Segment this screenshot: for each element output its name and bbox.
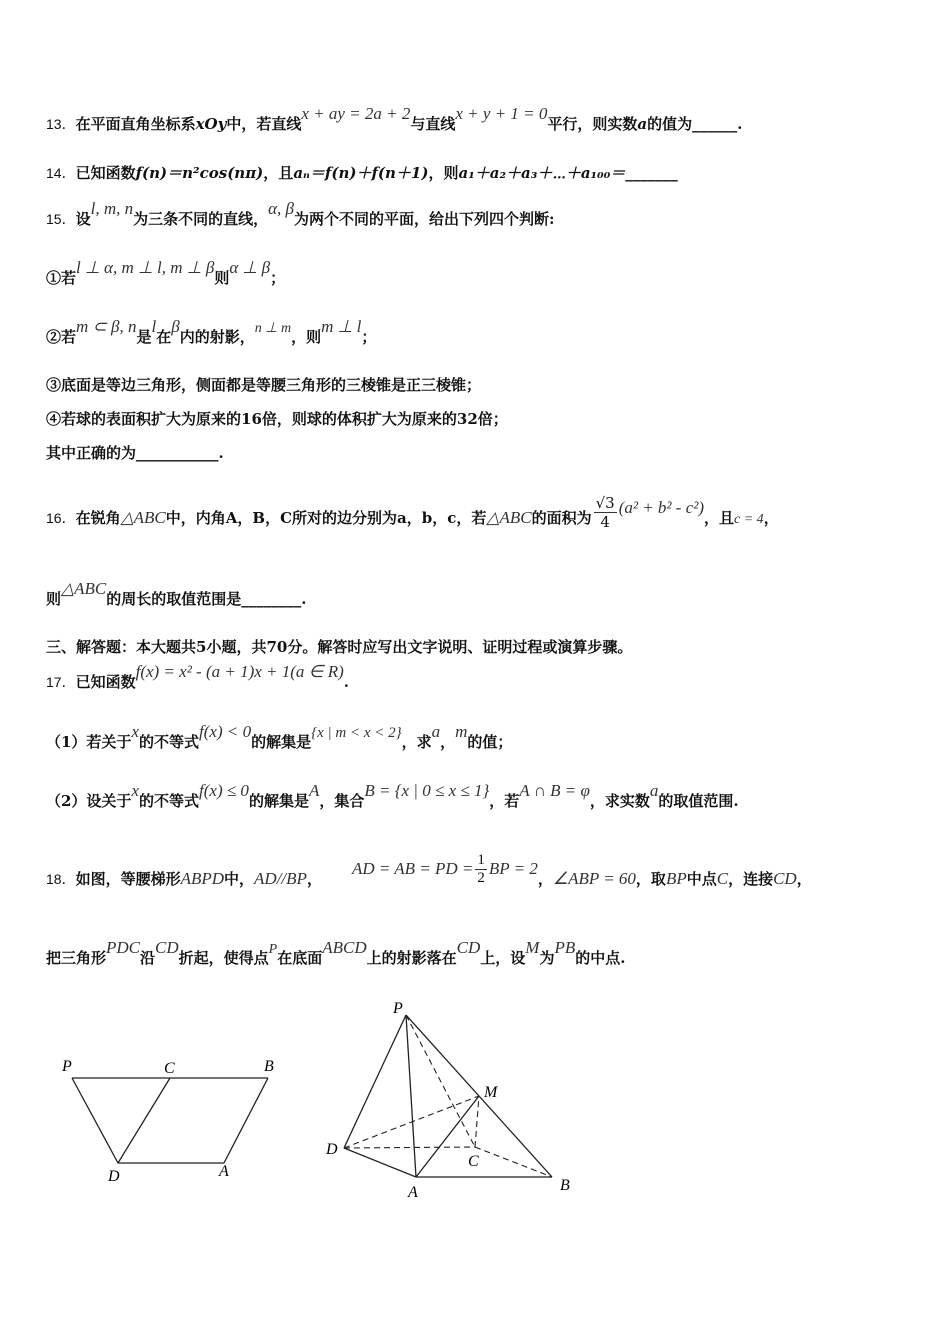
segment-CD	[118, 1078, 170, 1163]
edge-PD	[344, 1015, 406, 1148]
label-A: A	[408, 1184, 418, 1201]
label-A: A	[219, 1163, 229, 1180]
segment-CM	[475, 1096, 479, 1147]
question-18-line2: 把三角形PDC沿CD折起，使得点P在底面ABCD上的射影落在CD上，设M为PB的中点.	[46, 938, 626, 967]
figure-pyramid	[320, 990, 590, 1210]
label-B: B	[560, 1177, 570, 1194]
label-P: P	[393, 1000, 403, 1017]
judgement-2: ②若m ⊂ β, n是l在β内的射影，n ⊥ m，则m ⊥ l；	[46, 317, 377, 346]
section-3-heading: 三、解答题：本大题共5小题，共70分。解答时应写出文字说明、证明过程或演算步骤。	[46, 638, 633, 656]
edge-DA	[344, 1148, 416, 1177]
label-P: P	[62, 1058, 72, 1075]
judgement-3: ③底面是等边三角形，侧面都是等腰三角形的三棱锥是正三棱锥；	[46, 376, 482, 394]
label-M: M	[484, 1084, 498, 1101]
question-17-part2: （2）设关于x的不等式f(x) ≤ 0的解集是A，集合B = {x | 0 ≤ x ≤ 1}，若A ∩ B = φ，求实数a的取值范围.	[46, 781, 739, 810]
label-D: D	[326, 1141, 338, 1158]
label-C: C	[468, 1153, 479, 1170]
judgement-4: ④若球的表面积扩大为原来的16倍，则球的体积扩大为原来的32倍；	[46, 410, 508, 428]
label-D: D	[108, 1168, 120, 1185]
question-17-part1: （1）若关于x的不等式f(x) < 0的解集是{x | m < x < 2}，求a，m的值；	[46, 722, 513, 751]
question-17: 17．已知函数f(x) = x² - (a + 1)x + 1(a ∈ R).	[46, 662, 350, 691]
question-13: 13．在平面直角坐标系xOy中，若直线x + ay = 2a + 2与直线x + y + 1 = 0平行，则实数a的值为______.	[46, 104, 743, 133]
fraction-sqrt3-over-4: $\frac{√3}{4}$	[595, 494, 615, 531]
label-C: C	[164, 1060, 175, 1077]
question-16: 16．在锐角△ABC中，内角A，B，C所对的边分别为a，b，c，若△ABC的面积为 $\frac{√3}{4}$ (a² + b² - c²)，且c = 4，	[46, 494, 779, 531]
question-18: 18．如图，等腰梯形ABPD中，AD//BP，AD = AB = PD = $\frac{1}{2}$ BP = 2，∠ABP = 60，取BP中点C，连接CD，	[46, 852, 812, 888]
label-B: B	[264, 1058, 274, 1075]
fraction-one-half: $\frac{1}{2}$	[477, 852, 485, 886]
segment-CB	[475, 1147, 552, 1177]
question-16-line2: 则△ABC的周长的取值范围是________.	[46, 579, 307, 608]
edge-PA	[406, 1015, 416, 1177]
question-14: 14．已知函数f(n)＝n²cos(nπ)，且aₙ＝f(n)＋f(n＋1)，则a₁＋a₂＋a₃＋⋯＋a₁₀₀＝_______	[46, 164, 678, 182]
trapezoid-left-bottom	[72, 1078, 224, 1163]
figure-trapezoid	[40, 1040, 300, 1190]
question-15: 15．设l, m, n为三条不同的直线，α, β为两个不同的平面，给出下列四个判断:	[46, 199, 555, 228]
segment-AB	[224, 1078, 268, 1163]
judgement-1: ①若l ⊥ α, m ⊥ l, m ⊥ β则α ⊥ β；	[46, 258, 286, 287]
segment-DC	[344, 1147, 475, 1148]
answer-prompt-15: 其中正确的为___________.	[46, 444, 224, 462]
